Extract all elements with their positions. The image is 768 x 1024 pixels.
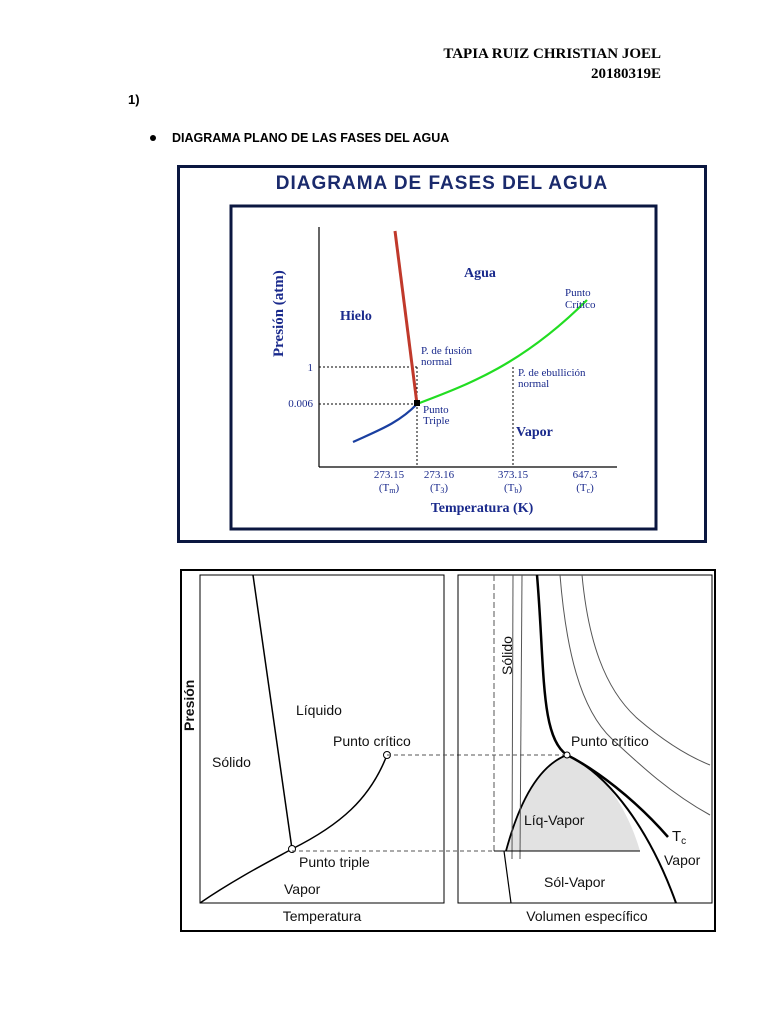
- figure1-region-liquid: Agua: [464, 266, 496, 281]
- figure1-fusion-label-2: normal: [421, 356, 453, 368]
- figure2-left-critical-label: Punto crítico: [333, 733, 411, 749]
- figure-pt-pv-diagrams: [180, 569, 716, 932]
- figure1-ytick-2: 0.006: [288, 398, 313, 410]
- student-code: 20180319E: [590, 66, 661, 82]
- figure1-xtick-4-sub: (Tc): [576, 482, 594, 495]
- figure1-critical-label-1: Punto: [565, 287, 591, 299]
- author-name: TAPIA RUIZ CHRISTIAN JOEL: [443, 46, 661, 62]
- figure1-xtick-3: 373.15: [497, 469, 529, 481]
- figure1-boiling-label-1: P. de ebullición: [518, 367, 586, 379]
- figure1-critical-label-2: Crítico: [565, 299, 596, 311]
- figure2-svg: [180, 569, 716, 932]
- figure1-triple-label-1: Punto: [423, 404, 449, 416]
- figure1-region-solid: Hielo: [340, 309, 372, 324]
- figure2-left-triple-label: Punto triple: [299, 854, 370, 870]
- question-number: 1): [128, 92, 140, 107]
- author-block: [443, 44, 661, 84]
- figure2-outer-frame: [181, 570, 715, 931]
- figure2-right-x-label: Volumen específico: [526, 908, 648, 924]
- figure1-triple-label-2: Triple: [423, 415, 450, 427]
- figure2-right-critical-point-marker: [564, 752, 570, 758]
- figure2-right-solid-label: Sólido: [499, 636, 515, 675]
- figure1-xtick-1: 273.15: [373, 469, 405, 481]
- figure1-triple-point-marker: [414, 400, 420, 406]
- figure2-right-tc-label: $T_c$: [672, 828, 687, 847]
- figure1-svg: [177, 165, 707, 543]
- figure2-right-liquid-vapor-label: Líq-Vapor: [524, 812, 585, 828]
- figure2-right-critical-label: Punto crítico: [571, 733, 649, 749]
- bullet-item: [150, 131, 449, 145]
- figure-water-phase-diagram: [177, 165, 707, 543]
- figure1-title: DIAGRAMA DE FASES DEL AGUA: [275, 173, 609, 194]
- figure1-xtick-4: 647.3: [572, 469, 598, 481]
- bullet-dot-icon: [150, 135, 156, 141]
- figure2-left-region-vapor: Vapor: [284, 881, 321, 897]
- figure1-ytick-1: 1: [307, 362, 313, 374]
- figure1-x-axis-label: Temperatura (K): [430, 501, 534, 516]
- figure1-y-axis-label: Presión (atm): [271, 270, 287, 357]
- figure1-xtick-1-sub: (Tm): [378, 482, 400, 495]
- figure2-left-y-label: Presión: [181, 679, 197, 731]
- figure2-right-vapor-label: Vapor: [664, 852, 701, 868]
- figure2-left-region-solid: Sólido: [212, 754, 251, 770]
- bullet-text: DIAGRAMA PLANO DE LAS FASES DEL AGUA: [172, 131, 450, 145]
- figure2-left-x-label: Temperatura: [282, 908, 362, 924]
- figure1-region-vapor: Vapor: [516, 425, 553, 440]
- figure2-left-region-liquid: Líquido: [296, 702, 342, 718]
- figure1-fusion-label-1: P. de fusión: [421, 345, 473, 357]
- figure1-boiling-label-2: normal: [518, 378, 550, 390]
- figure2-right-solid-vapor-label: Sól-Vapor: [544, 874, 606, 890]
- figure1-xtick-2-sub: (T3): [429, 482, 449, 495]
- figure1-xtick-2: 273.16: [423, 469, 455, 481]
- figure1-xtick-3-sub: (Tb): [503, 482, 523, 495]
